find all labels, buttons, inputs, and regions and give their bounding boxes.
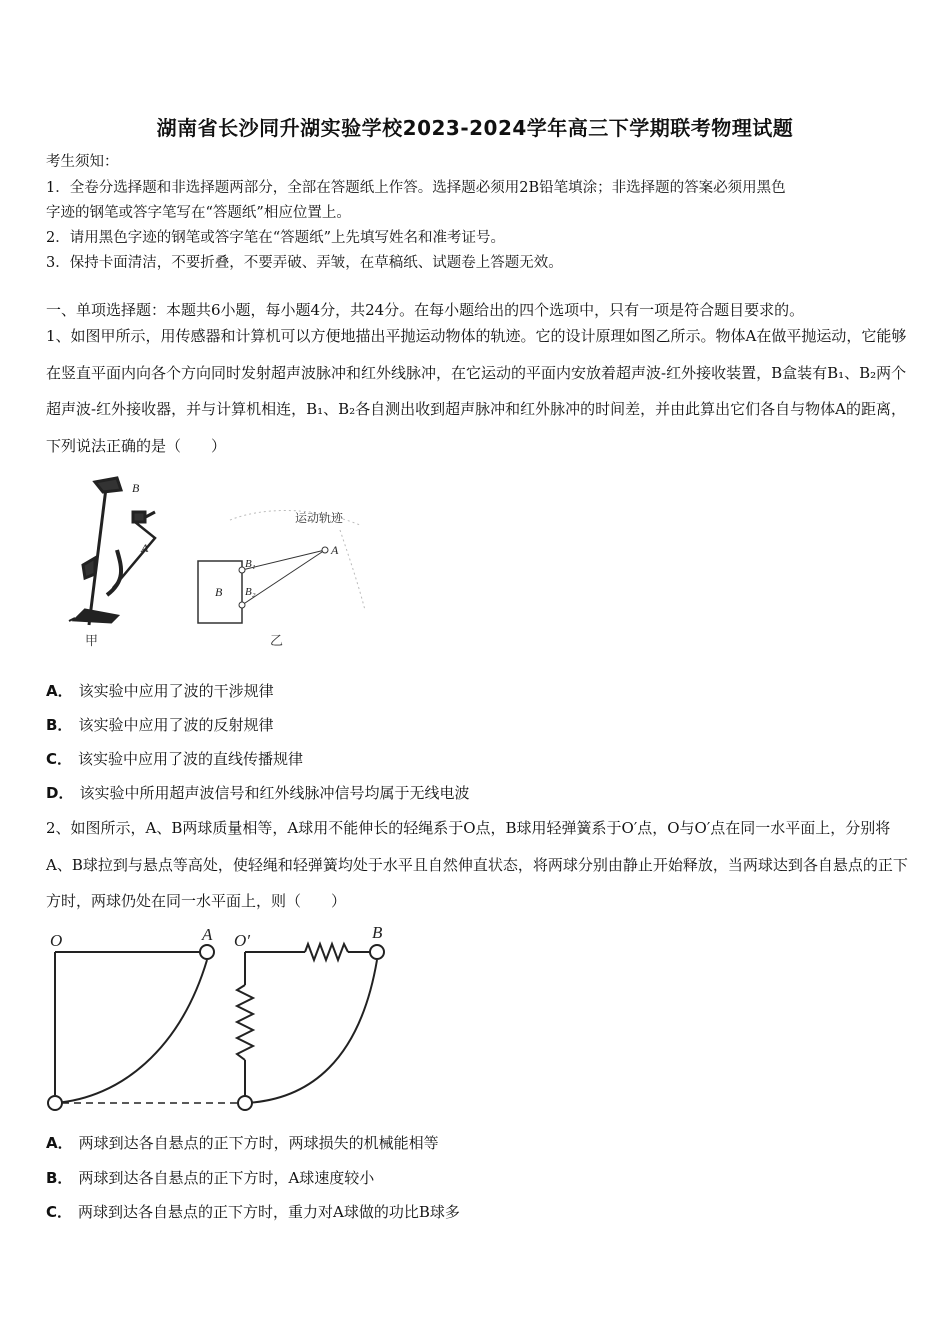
option-letter: A．	[46, 682, 73, 700]
fig-label-a: A	[202, 925, 213, 944]
q2-option-a	[46, 1133, 439, 1153]
q1-option-d	[46, 783, 469, 803]
q1-option-c	[46, 749, 303, 769]
notice-heading: 考生须知：	[46, 154, 119, 170]
q2-option-b	[46, 1168, 374, 1188]
notice-line-2: 2．请用黑色字迹的钢笔或答字笔在“答题纸”上先填写姓名和准考证号。	[46, 230, 506, 246]
spring-system	[62, 944, 384, 1110]
question-2-figure	[40, 920, 400, 1120]
notice-line-3: 3．保持卡面清洁，不要折叠，不要弄破、弄皱，在草稿纸、试题卷上答题无效。	[46, 255, 563, 271]
trajectory-label: 运动轨迹	[295, 511, 344, 525]
option-text: 该实验中应用了波的反射规律	[78, 716, 274, 734]
option-letter: D．	[46, 784, 74, 802]
fig-jia-label-b: B	[132, 481, 140, 495]
option-text: 两球到达各自悬点的正下方时，重力对A球做的功比B球多	[78, 1203, 460, 1221]
option-text: 该实验中应用了波的直线传播规律	[78, 750, 304, 768]
fig-yi-caption: 乙	[270, 634, 284, 649]
fig-label-o-prime: O′	[234, 931, 250, 950]
option-letter: B．	[46, 1169, 73, 1187]
fig-label-o: O	[50, 931, 63, 950]
pendulum-rope-system	[48, 945, 214, 1110]
option-letter: A．	[46, 1134, 73, 1152]
option-letter: C．	[46, 750, 73, 768]
section-heading: 一、单项选择题：本题共6小题，每小题4分，共24分。在每小题给出的四个选项中，只有一项是符合题目要求的。	[46, 301, 805, 319]
fig-jia-caption: 甲	[85, 634, 99, 649]
fig-yi-label-b: B	[215, 585, 223, 599]
q1-option-b	[46, 715, 273, 735]
notice-line-1: 1．全卷分选择题和非选择题两部分，全部在答题纸上作答。选择题必须用2B铅笔填涂；非选择题的答案必须用黑色	[46, 180, 786, 196]
fig-yi-label-b2: B₂	[245, 586, 256, 598]
option-letter: C．	[46, 1203, 73, 1221]
notice-line-1b: 字迹的钢笔或答字笔写在“答题纸”相应位置上。	[46, 205, 351, 221]
fig-jia-label-a: A	[141, 541, 149, 555]
option-text: 该实验中所用超声波信号和红外线脉冲信号均属于无线电波	[79, 784, 470, 802]
q1-option-a	[46, 681, 274, 701]
page-title: 湖南省长沙同升湖实验学校2023-2024学年高三下学期联考物理试题	[156, 116, 794, 140]
option-text: 该实验中应用了波的干涉规律	[78, 682, 274, 700]
principle-diagram	[198, 510, 365, 623]
option-text: 两球到达各自悬点的正下方时，A球速度较小	[78, 1169, 375, 1187]
option-letter: B．	[46, 716, 73, 734]
fig-yi-label-b1: B₁	[245, 558, 256, 570]
option-text: 两球到达各自悬点的正下方时，两球损失的机械能相等	[78, 1134, 439, 1152]
fig-label-b: B	[372, 923, 383, 942]
question-1-stem: 1、如图甲所示，用传感器和计算机可以方便地描出平抛运动物体的轨迹。它的设计原理如图乙所示。物体A在做平抛运动，它能够在竖直平面内向各个方向同时发射超声波脉冲和红外线脉冲，在它运动的平面内安放着超声波-红外接收装置，B盒装有B₁、B₂两个超声波-红外接收器，并与计算机相连，B₁、B₂各自测出收到超声脉冲和红外脉冲的时间差，并由此算出它们各自与物体A的距离，下列说法正确的是（ ）	[46, 327, 907, 455]
question-1-figure	[55, 470, 375, 655]
q2-option-c	[46, 1202, 460, 1222]
question-2-stem: 2、如图所示，A、B两球质量相等，A球用不能伸长的轻绳系于O点，B球用轻弹簧系于O′点，O与O′点在同一水平面上，分别将A、B球拉到与悬点等高处，使轻绳和轻弹簧均处于水平且自然伸直状态，将两球分别由静止开始释放，当两球达到各自悬点的正下方时，两球仍处在同一水平面上，则（ ）	[46, 819, 908, 910]
fig-yi-label-a: A	[331, 543, 339, 557]
